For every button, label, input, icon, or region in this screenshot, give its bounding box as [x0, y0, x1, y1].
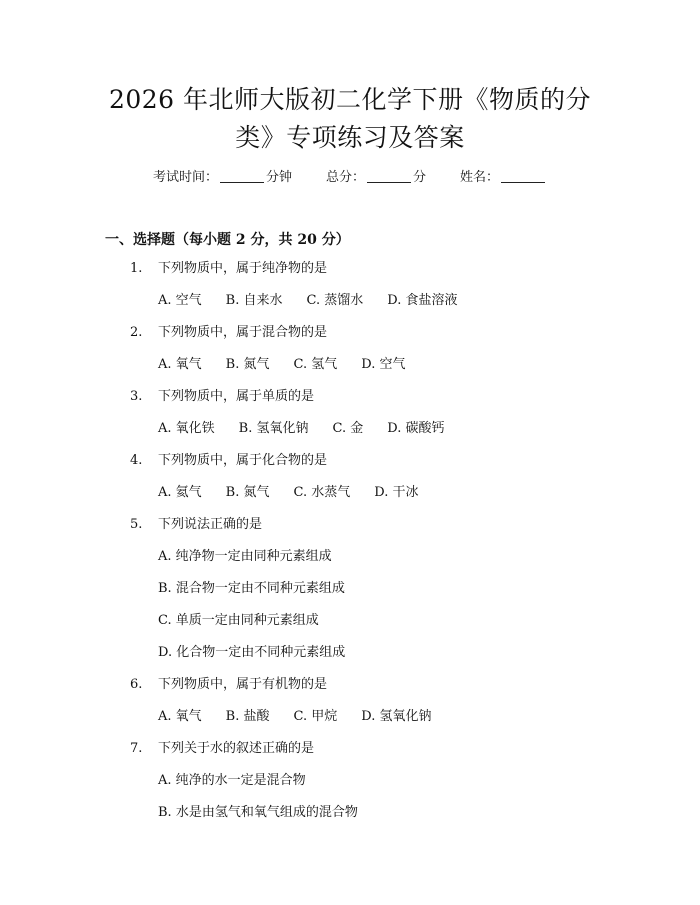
question-stem: 下列物质中，属于混合物的是	[158, 325, 328, 340]
time-label: 考试时间：	[152, 170, 218, 185]
question-7	[130, 739, 314, 759]
question-1-options	[158, 291, 481, 311]
section-heading-multiple-choice: 一、选择题（每小题 2 分，共 20 分）	[105, 232, 350, 248]
question-stem: 下列说法正确的是	[158, 517, 263, 532]
question-number: 4.	[130, 453, 143, 468]
option-b: B. 氢氧化钠	[238, 421, 309, 436]
question-number: 1.	[130, 261, 143, 276]
option-a: A. 氦气	[158, 485, 202, 500]
question-6-options	[158, 707, 455, 727]
question-2	[130, 323, 327, 343]
score-unit: 分	[413, 170, 427, 185]
question-4	[130, 451, 327, 471]
option-c: C. 氢气	[293, 357, 338, 372]
question-stem: 下列物质中，属于单质的是	[158, 389, 315, 404]
option-a: A. 氧气	[158, 709, 202, 724]
time-unit: 分钟	[265, 170, 292, 185]
score-label: 总分：	[325, 170, 365, 185]
option-c: C. 金	[332, 421, 364, 436]
option-a: A. 氧气	[158, 357, 202, 372]
question-number: 5.	[130, 517, 143, 532]
score-blank	[367, 169, 411, 183]
name-label: 姓名：	[460, 170, 500, 185]
option-b: B. 氮气	[225, 357, 270, 372]
question-2-options	[158, 355, 429, 375]
question-7-option-a: A. 纯净的水一定是混合物	[158, 773, 306, 788]
question-6	[130, 675, 327, 695]
option-a: A. 空气	[158, 293, 202, 308]
question-5-option-d: D. 化合物一定由不同种元素组成	[158, 645, 346, 660]
option-d: D. 碳酸钙	[387, 421, 445, 436]
exam-meta-line	[0, 168, 700, 188]
option-d: D. 氢氧化钠	[361, 709, 432, 724]
question-1	[130, 259, 327, 279]
option-d: D. 食盐溶液	[387, 293, 458, 308]
question-7-option-b: B. 水是由氢气和氧气组成的混合物	[158, 805, 358, 820]
time-blank	[220, 169, 264, 183]
option-b: B. 盐酸	[225, 709, 270, 724]
question-stem: 下列物质中，属于化合物的是	[158, 453, 328, 468]
option-c: C. 甲烷	[293, 709, 338, 724]
question-5-option-b: B. 混合物一定由不同种元素组成	[158, 581, 345, 596]
option-b: B. 氮气	[225, 485, 270, 500]
question-stem: 下列关于水的叙述正确的是	[158, 741, 315, 756]
question-5-option-c: C. 单质一定由同种元素组成	[158, 613, 319, 628]
name-blank	[501, 169, 545, 183]
question-number: 7.	[130, 741, 143, 756]
option-d: D. 空气	[361, 357, 406, 372]
question-stem: 下列物质中，属于有机物的是	[158, 677, 328, 692]
question-number: 6.	[130, 677, 143, 692]
question-5-option-a: A. 纯净物一定由同种元素组成	[158, 549, 332, 564]
question-4-options	[158, 483, 442, 503]
document-title-line-1: 2026 年北师大版初二化学下册《物质的分	[108, 85, 592, 114]
question-3	[130, 387, 314, 407]
question-5	[130, 515, 262, 535]
option-b: B. 自来水	[225, 293, 283, 308]
question-3-options	[158, 419, 468, 439]
question-number: 3.	[130, 389, 143, 404]
option-a: A. 氧化铁	[158, 421, 215, 436]
option-c: C. 水蒸气	[293, 485, 351, 500]
document-title-line-2: 类》专项练习及答案	[235, 123, 465, 152]
option-d: D. 干冰	[374, 485, 419, 500]
question-stem: 下列物质中，属于纯净物的是	[158, 261, 328, 276]
question-number: 2.	[130, 325, 143, 340]
option-c: C. 蒸馏水	[306, 293, 364, 308]
